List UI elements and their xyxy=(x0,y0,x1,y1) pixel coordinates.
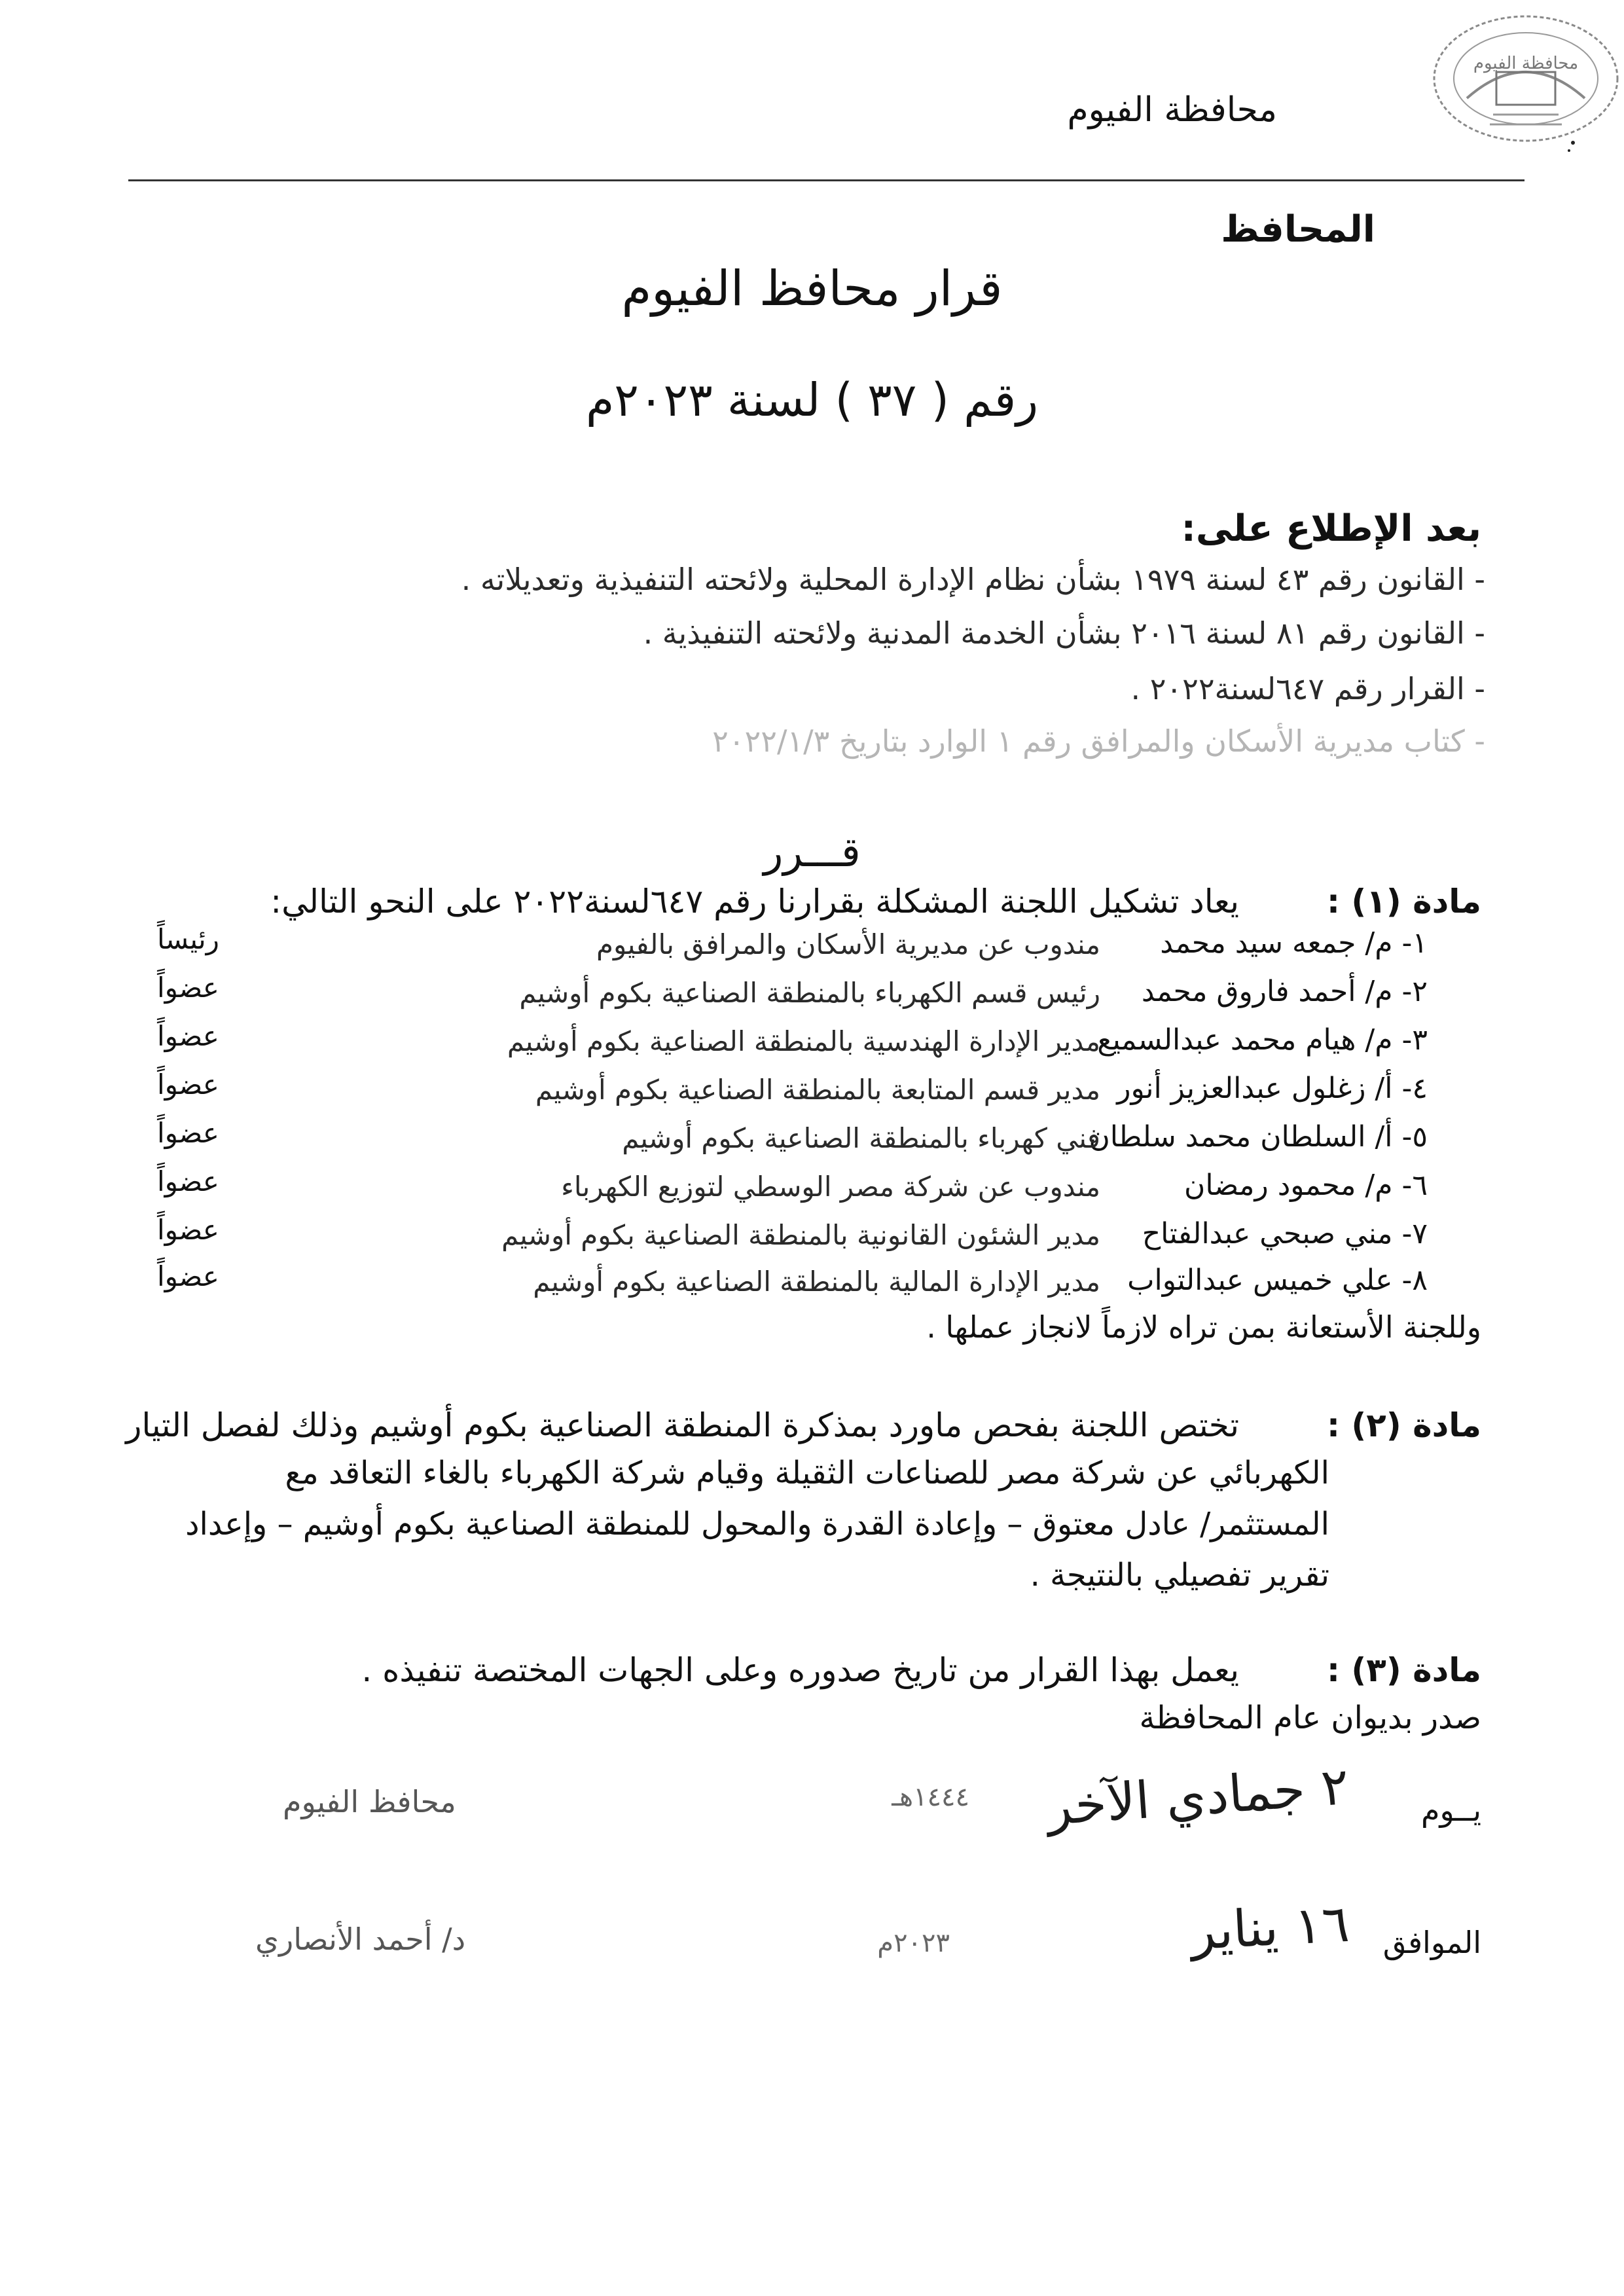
article-2-line: المستثمر/ عادل معتوق – وإعادة القدرة والمحول للمنطقة الصناعية بكوم أوشيم – وإعداد xyxy=(185,1506,1329,1542)
member-name: ٨- علي خميس عبدالتواب xyxy=(1127,1264,1428,1297)
preamble-reference: - القانون رقم ٤٣ لسنة ١٩٧٩ بشأن نظام الإدارة المحلية ولائحته التنفيذية وتعديلاته . xyxy=(461,562,1485,597)
member-name: ٤- أ/ زغلول عبدالعزيز أنور xyxy=(1117,1072,1428,1105)
member-position: مندوب عن مديرية الأسكان والمرافق بالفيوم xyxy=(596,928,1100,960)
article-3-text: يعمل بهذا القرار من تاريخ صدوره وعلى الجهات المختصة تنفيذه . xyxy=(361,1651,1239,1689)
issued-at: صدر بديوان عام المحافظة xyxy=(1139,1700,1481,1736)
hijri-year: ١٤٤٤هـ xyxy=(892,1782,969,1812)
article-2-label: مادة (٢) : xyxy=(1327,1406,1481,1444)
decree-title: قرار محافظ الفيوم xyxy=(621,261,1003,317)
office-title: المحافظ xyxy=(1221,208,1375,251)
gregorian-date-handwritten: ١٦ يناير xyxy=(1189,1894,1351,1962)
scan-speck xyxy=(1571,141,1575,145)
member-name: ١- م/ جمعه سيد محمد xyxy=(1160,926,1428,960)
member-name: ٧- مني صبحي عبدالفتاح xyxy=(1142,1217,1428,1250)
member-position: مدير الشئون القانونية بالمنطقة الصناعية بكوم أوشيم xyxy=(501,1219,1100,1251)
preamble-reference: - كتاب مديرية الأسكان والمرافق رقم ١ الوارد بتاريخ ٢٠٢٢/١/٣ xyxy=(712,723,1485,759)
member-role: عضواً xyxy=(157,1020,219,1052)
preamble-reference: - القانون رقم ٨١ لسنة ٢٠١٦ بشأن الخدمة المدنية ولائحته التنفيذية . xyxy=(643,615,1485,651)
organization-name: محافظة الفيوم xyxy=(1067,90,1277,130)
member-name: ٣- م/ هيام محمد عبدالسميع xyxy=(1097,1023,1428,1057)
member-position: فني كهرباء بالمنطقة الصناعية بكوم أوشيم xyxy=(622,1122,1100,1154)
article-2-line: تقرير تفصيلي بالنتيجة . xyxy=(1030,1557,1329,1594)
member-name: ٦- م/ محمود رمضان xyxy=(1184,1169,1428,1202)
hijri-date-handwritten: ٢ جمادي الآخر xyxy=(1045,1757,1351,1837)
article-2-line: الكهربائي عن شركة مصر للصناعات الثقيلة وقيام شركة الكهرباء بالغاء التعاقد مع xyxy=(285,1455,1329,1491)
article-1-label: مادة (١) : xyxy=(1327,883,1481,920)
member-position: مدير الإدارة المالية بالمنطقة الصناعية بكوم أوشيم xyxy=(533,1266,1100,1298)
decree-number: رقم ( ٣٧ ) لسنة ٢٠٢٣م xyxy=(585,373,1039,427)
preamble-heading: بعد الإطلاع على: xyxy=(1181,507,1481,550)
member-role: عضواً xyxy=(157,1260,219,1292)
member-role: عضواً xyxy=(157,1117,219,1149)
header-divider xyxy=(128,179,1525,181)
article-2-line: تختص اللجنة بفحص ماورد بمذكرة المنطقة الصناعية بكوم أوشيم وذلك لفصل التيار xyxy=(126,1406,1239,1444)
scan-speck xyxy=(1568,149,1570,152)
member-role: عضواً xyxy=(157,1165,219,1197)
preamble-reference: - القرار رقم ٦٤٧لسنة٢٠٢٢ . xyxy=(1130,671,1485,706)
member-name: ٢- م/ أحمد فاروق محمد xyxy=(1141,975,1428,1008)
article-3-label: مادة (٣) : xyxy=(1327,1651,1481,1689)
governorate-seal xyxy=(1428,0,1624,157)
gregorian-date-label: الموافق xyxy=(1382,1925,1481,1960)
hijri-date-label: يــوم xyxy=(1421,1793,1481,1828)
decided-heading: قـــرر xyxy=(763,828,861,876)
member-position: مدير قسم المتابعة بالمنطقة الصناعية بكوم أوشيم xyxy=(535,1074,1100,1106)
member-role: عضواً xyxy=(157,1214,219,1246)
member-role: عضواً xyxy=(157,1068,219,1101)
signatory-title: محافظ الفيوم xyxy=(283,1784,456,1819)
member-role: عضواً xyxy=(157,972,219,1004)
gregorian-year: ٢٠٢٣م xyxy=(877,1928,950,1958)
signatory-name: د/ أحمد الأنصاري xyxy=(255,1922,466,1957)
member-name: ٥- أ/ السلطان محمد سلطان xyxy=(1089,1120,1428,1154)
article-1-closing: وللجنة الأستعانة بمن تراه لازماً لانجاز عملها . xyxy=(926,1309,1481,1345)
member-position: مندوب عن شركة مصر الوسطي لتوزيع الكهرباء xyxy=(561,1171,1100,1203)
member-role: رئيساً xyxy=(157,923,219,955)
member-position: مدير الإدارة الهندسية بالمنطقة الصناعية بكوم أوشيم xyxy=(507,1025,1100,1057)
member-position: رئيس قسم الكهرباء بالمنطقة الصناعية بكوم أوشيم xyxy=(519,977,1100,1009)
seal-text: محافظة الفيوم xyxy=(1473,54,1579,73)
article-1-text: يعاد تشكيل اللجنة المشكلة بقرارنا رقم ٦٤٧لسنة٢٠٢٢ على النحو التالي: xyxy=(270,883,1239,920)
